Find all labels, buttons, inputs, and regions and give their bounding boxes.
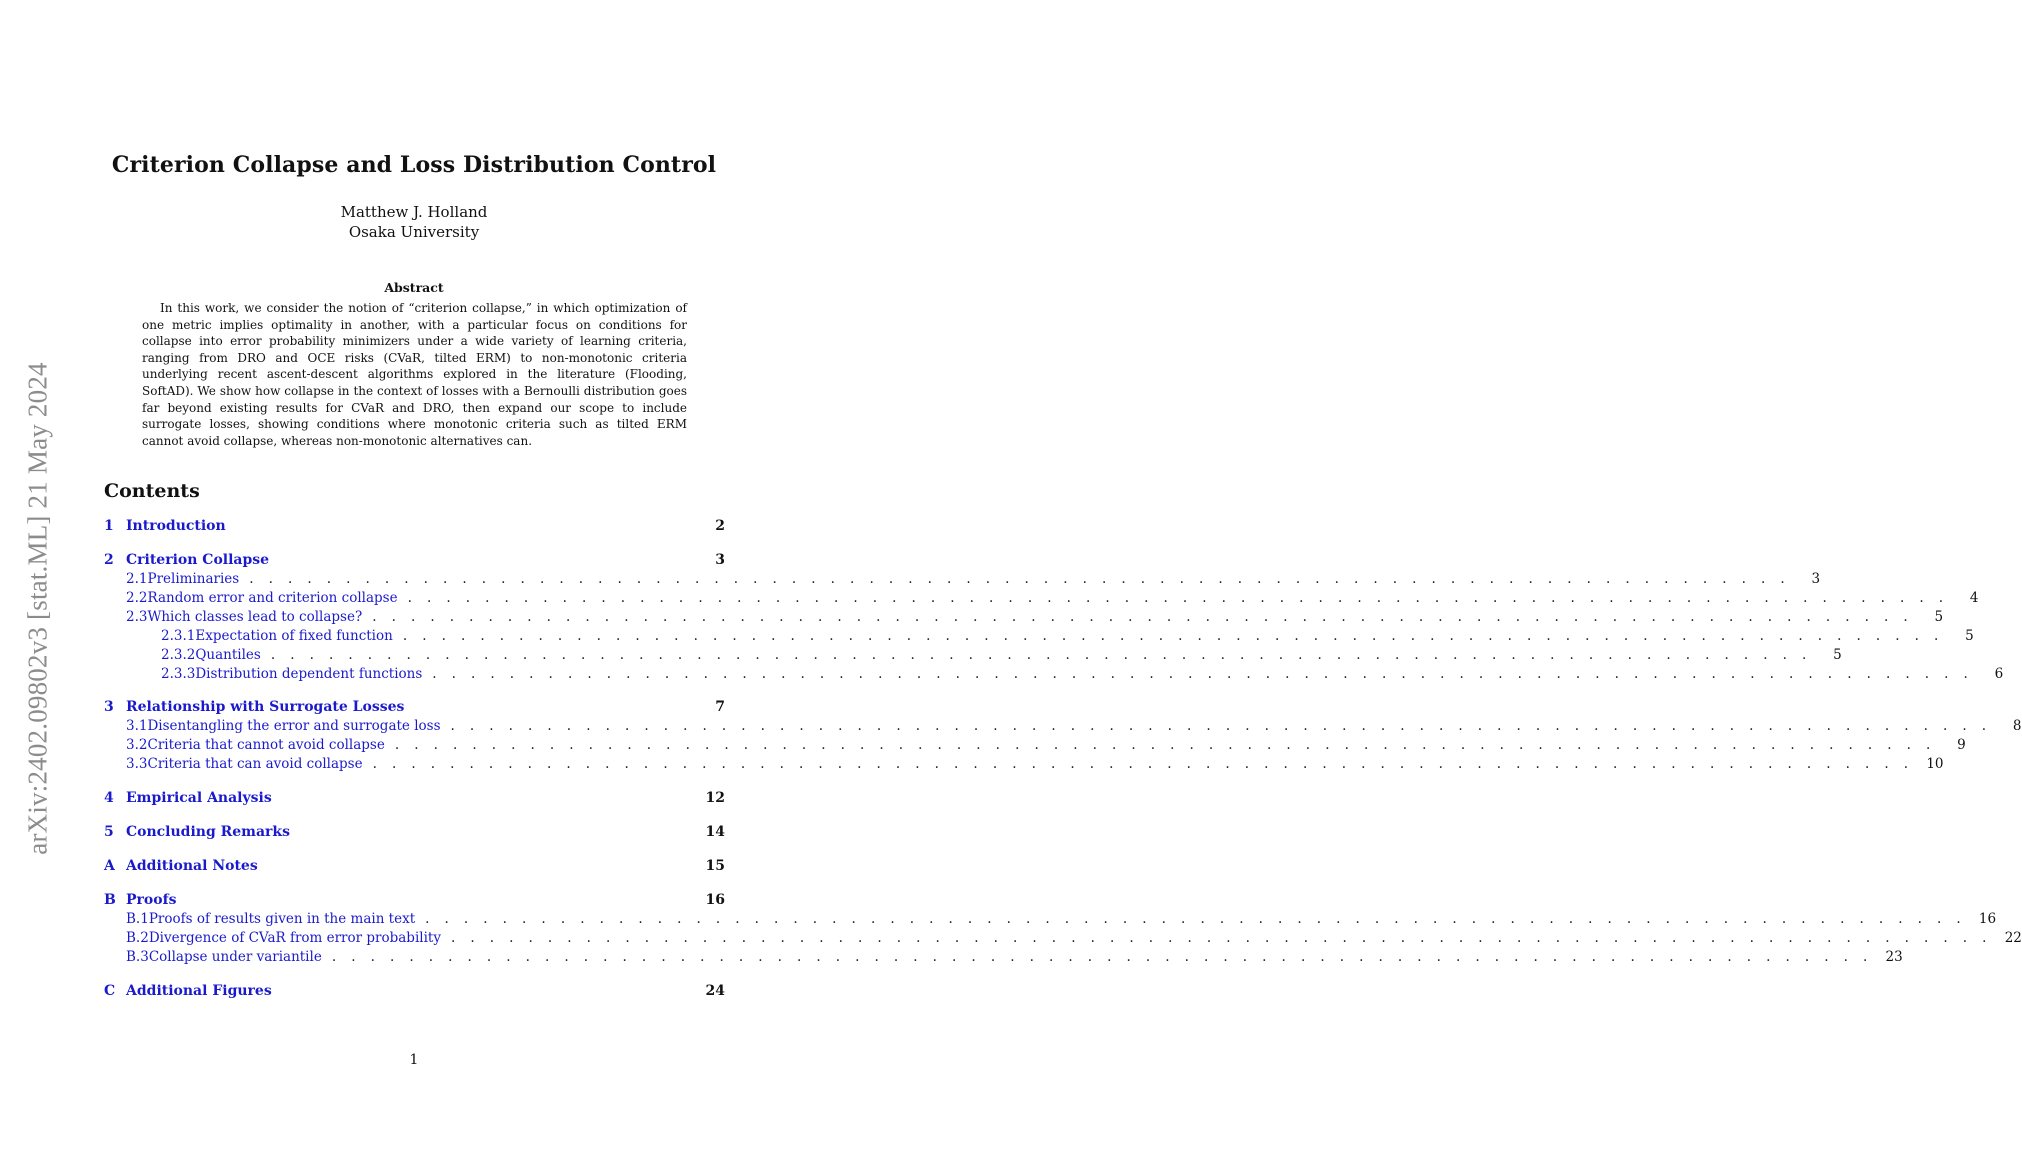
- toc-entry-number[interactable]: B.1: [126, 911, 149, 927]
- toc-entry-label[interactable]: Distribution dependent functions: [195, 666, 423, 682]
- toc-entry-number[interactable]: 2.3.2: [161, 647, 196, 663]
- toc-entry-number[interactable]: 2.3.3: [161, 666, 196, 682]
- toc-entry[interactable]: [104, 930, 2022, 949]
- toc-entry-label[interactable]: Expectation of fixed function: [195, 628, 393, 644]
- toc-entry-number[interactable]: 3.3: [126, 756, 148, 772]
- toc-entry-label[interactable]: Preliminaries: [147, 571, 240, 587]
- toc-entry-label[interactable]: Criteria that can avoid collapse: [147, 756, 363, 772]
- toc-entry-page: 3: [715, 552, 725, 568]
- toc-entry-label[interactable]: Random error and criterion collapse: [147, 590, 398, 606]
- toc-dot-leader: . . . . . . . . . . . . . . . . . . . . . . . . . . . . . . . . . . . . . . . . . . . . . . . . . . . . . . . . . . . . . . . . . . . . . . . . . . . . . . . .: [402, 628, 1944, 644]
- toc-entry-page: 4: [1969, 590, 1979, 606]
- toc-entry-page: 24: [705, 983, 725, 999]
- toc-entry-number[interactable]: B.2: [126, 930, 149, 946]
- paper-title: Criterion Collapse and Loss Distribution Control: [111, 152, 717, 178]
- toc-entry-number[interactable]: 3.2: [126, 737, 148, 753]
- toc-dot-leader: . . . . . . . . . . . . . . . . . . . . . . . . . . . . . . . . . . . . . . . . . . . . . . . . . . . . . . . . . . . . . . . . . . . . . . . . . . . . . . . .: [249, 571, 1791, 587]
- toc-entry-page: 6: [1994, 666, 2004, 682]
- toc-entry-page: 3: [1811, 571, 1821, 587]
- toc-entry-page: 10: [1926, 756, 1944, 772]
- toc-dot-leader: . . . . . . . . . . . . . . . . . . . . . . . . . . . . . . . . . . . . . . . . . . . . . . . . . . . . . . . . . . . . . . . . . . . . . . . . . . . . . . . .: [432, 666, 1974, 682]
- toc-entry[interactable]: [104, 666, 2004, 685]
- arxiv-identifier: arXiv:2402.09802v3 [stat.ML] 21 May 2024: [22, 361, 53, 855]
- toc-dot-leader: . . . . . . . . . . . . . . . . . . . . . . . . . . . . . . . . . . . . . . . . . . . . . . . . . . . . . . . . . . . . . . . . . . . . . . . . . . . . . . . .: [372, 756, 1914, 772]
- toc-entry-page: 5: [1934, 609, 1944, 625]
- author-name: Matthew J. Holland: [340, 203, 488, 221]
- toc-entry-page: 12: [705, 790, 725, 806]
- toc-entry-page: 9: [1957, 737, 1966, 753]
- toc-dot-leader: . . . . . . . . . . . . . . . . . . . . . . . . . . . . . . . . . . . . . . . . . . . . . . . . . . . . . . . . . . . . . . . . . . . . . . . . . . . . . . . .: [372, 609, 1914, 625]
- toc-entry-page: 22: [2004, 930, 2022, 946]
- toc-entry-page: 2: [715, 518, 725, 534]
- toc-entry-label[interactable]: Introduction: [126, 518, 226, 534]
- toc-entry[interactable]: [104, 892, 725, 911]
- toc-dot-leader: . . . . . . . . . . . . . . . . . . . . . . . . . . . . . . . . . . . . . . . . . . . . . . . . . . . . . . . . . . . . . . . . . . . . . . . . . . . . . . . .: [270, 647, 1812, 663]
- toc-entry[interactable]: [104, 571, 1821, 590]
- toc-entry[interactable]: [104, 628, 1974, 647]
- toc-entry[interactable]: [104, 911, 1997, 930]
- toc-entry-number[interactable]: 4: [104, 790, 114, 806]
- toc-entry-label[interactable]: Collapse under variantile: [148, 949, 322, 965]
- toc-entry[interactable]: [104, 718, 2022, 737]
- toc-dot-leader: . . . . . . . . . . . . . . . . . . . . . . . . . . . . . . . . . . . . . . . . . . . . . . . . . . . . . . . . . . . . . . . . . . . . . . . . . . . . . . . .: [450, 718, 1992, 734]
- toc-entry[interactable]: [104, 699, 725, 718]
- toc-dot-leader: . . . . . . . . . . . . . . . . . . . . . . . . . . . . . . . . . . . . . . . . . . . . . . . . . . . . . . . . . . . . . . . . . . . . . . . . . . . . . . . .: [394, 737, 1936, 753]
- toc-entry-number[interactable]: C: [104, 983, 116, 999]
- toc-entry-label[interactable]: Additional Notes: [126, 858, 258, 874]
- toc-entry-page: 14: [705, 824, 725, 840]
- toc-entry-label[interactable]: Disentangling the error and surrogate loss: [147, 718, 441, 734]
- toc-entry[interactable]: [104, 949, 1903, 968]
- toc-entry[interactable]: [104, 609, 1944, 628]
- toc-entry-number[interactable]: B: [104, 892, 116, 908]
- toc-entry[interactable]: [104, 590, 1979, 609]
- toc-entry-page: 5: [1965, 628, 1974, 644]
- author-block: [0, 202, 828, 242]
- toc-entry-number[interactable]: 2.3: [126, 609, 148, 625]
- toc-entry-label[interactable]: Quantiles: [195, 647, 261, 663]
- toc-entry-label[interactable]: Empirical Analysis: [126, 790, 272, 806]
- toc-entry-number[interactable]: 2.2: [126, 590, 148, 606]
- toc-entry-number[interactable]: 3: [104, 699, 114, 715]
- toc-entry-page: 8: [2012, 718, 2022, 734]
- toc-entry-number[interactable]: 5: [104, 824, 114, 840]
- abstract-heading: Abstract: [384, 280, 444, 295]
- toc-entry-page: 5: [1833, 647, 1842, 663]
- toc-entry[interactable]: [104, 552, 725, 571]
- toc-entry-number[interactable]: A: [104, 858, 115, 874]
- toc-entry-label[interactable]: Concluding Remarks: [126, 824, 291, 840]
- toc-entry[interactable]: [104, 824, 725, 843]
- toc-entry-label[interactable]: Relationship with Surrogate Losses: [126, 699, 405, 715]
- toc-dot-leader: . . . . . . . . . . . . . . . . . . . . . . . . . . . . . . . . . . . . . . . . . . . . . . . . . . . . . . . . . . . . . . . . . . . . . . . . . . . . . . . .: [407, 590, 1949, 606]
- page-number: 1: [409, 1052, 419, 1068]
- toc-entry-label[interactable]: Additional Figures: [126, 983, 272, 999]
- toc-entry-page: 15: [705, 858, 725, 874]
- toc-entry-page: 7: [715, 699, 725, 715]
- toc-entry-label[interactable]: Divergence of CVaR from error probability: [148, 930, 441, 946]
- toc-entry-number[interactable]: B.3: [126, 949, 149, 965]
- toc-entry[interactable]: [104, 790, 725, 809]
- toc-entry-label[interactable]: Proofs of results given in the main text: [148, 911, 416, 927]
- toc-entry-page: 16: [705, 892, 725, 908]
- toc-entry-number[interactable]: 2.3.1: [161, 628, 196, 644]
- toc-dot-leader: . . . . . . . . . . . . . . . . . . . . . . . . . . . . . . . . . . . . . . . . . . . . . . . . . . . . . . . . . . . . . . . . . . . . . . . . . . . . . . . .: [425, 911, 1967, 927]
- toc-entry-label[interactable]: Criterion Collapse: [126, 552, 270, 568]
- author-affiliation: Osaka University: [348, 223, 480, 241]
- toc-entry[interactable]: [104, 518, 725, 537]
- toc-dot-leader: . . . . . . . . . . . . . . . . . . . . . . . . . . . . . . . . . . . . . . . . . . . . . . . . . . . . . . . . . . . . . . . . . . . . . . . . . . . . . . . .: [450, 930, 1992, 946]
- toc-entry-page: 23: [1885, 949, 1903, 965]
- toc-entry[interactable]: [104, 756, 1944, 775]
- arxiv-side-stamp: [16, 348, 60, 868]
- toc-entry-number[interactable]: 2.1: [126, 571, 148, 587]
- abstract-text: In this work, we consider the notion of “criterion collapse,” in which optimization of one metric implies optimality in another, with a particular focus on conditions for collapse into error probability minimizers under a wide variety of learning criteria, ranging from DRO and OCE risks (CVaR, tilted ERM) to non-monotonic criteria underlying recent ascent-descent algorithms explored in the literature (Flooding, SoftAD). We show how collapse in the context of losses with a Bernoulli distribution goes far beyond existing results for CVaR and DRO, then expand our scope to include surrogate losses, showing conditions where monotonic criteria such as tilted ERM cannot avoid collapse, whereas non-monotonic alternatives can.: [142, 301, 687, 448]
- toc-entry-label[interactable]: Proofs: [126, 892, 177, 908]
- toc-dot-leader: . . . . . . . . . . . . . . . . . . . . . . . . . . . . . . . . . . . . . . . . . . . . . . . . . . . . . . . . . . . . . . . . . . . . . . . . . . . . . . . .: [331, 949, 1873, 965]
- toc-entry-label[interactable]: Criteria that cannot avoid collapse: [147, 737, 385, 753]
- toc-entry-number[interactable]: 1: [104, 518, 114, 534]
- toc-entry-number[interactable]: 3.1: [126, 718, 148, 734]
- toc-entry[interactable]: [104, 647, 1842, 666]
- toc-entry-number[interactable]: 2: [104, 552, 114, 568]
- toc-entry[interactable]: [104, 983, 725, 1002]
- contents-heading: Contents: [104, 480, 200, 502]
- toc-entry[interactable]: [104, 858, 725, 877]
- toc-entry-label[interactable]: Which classes lead to collapse?: [147, 609, 363, 625]
- toc-entry-page: 16: [1978, 911, 1997, 927]
- toc-entry[interactable]: [104, 737, 1966, 756]
